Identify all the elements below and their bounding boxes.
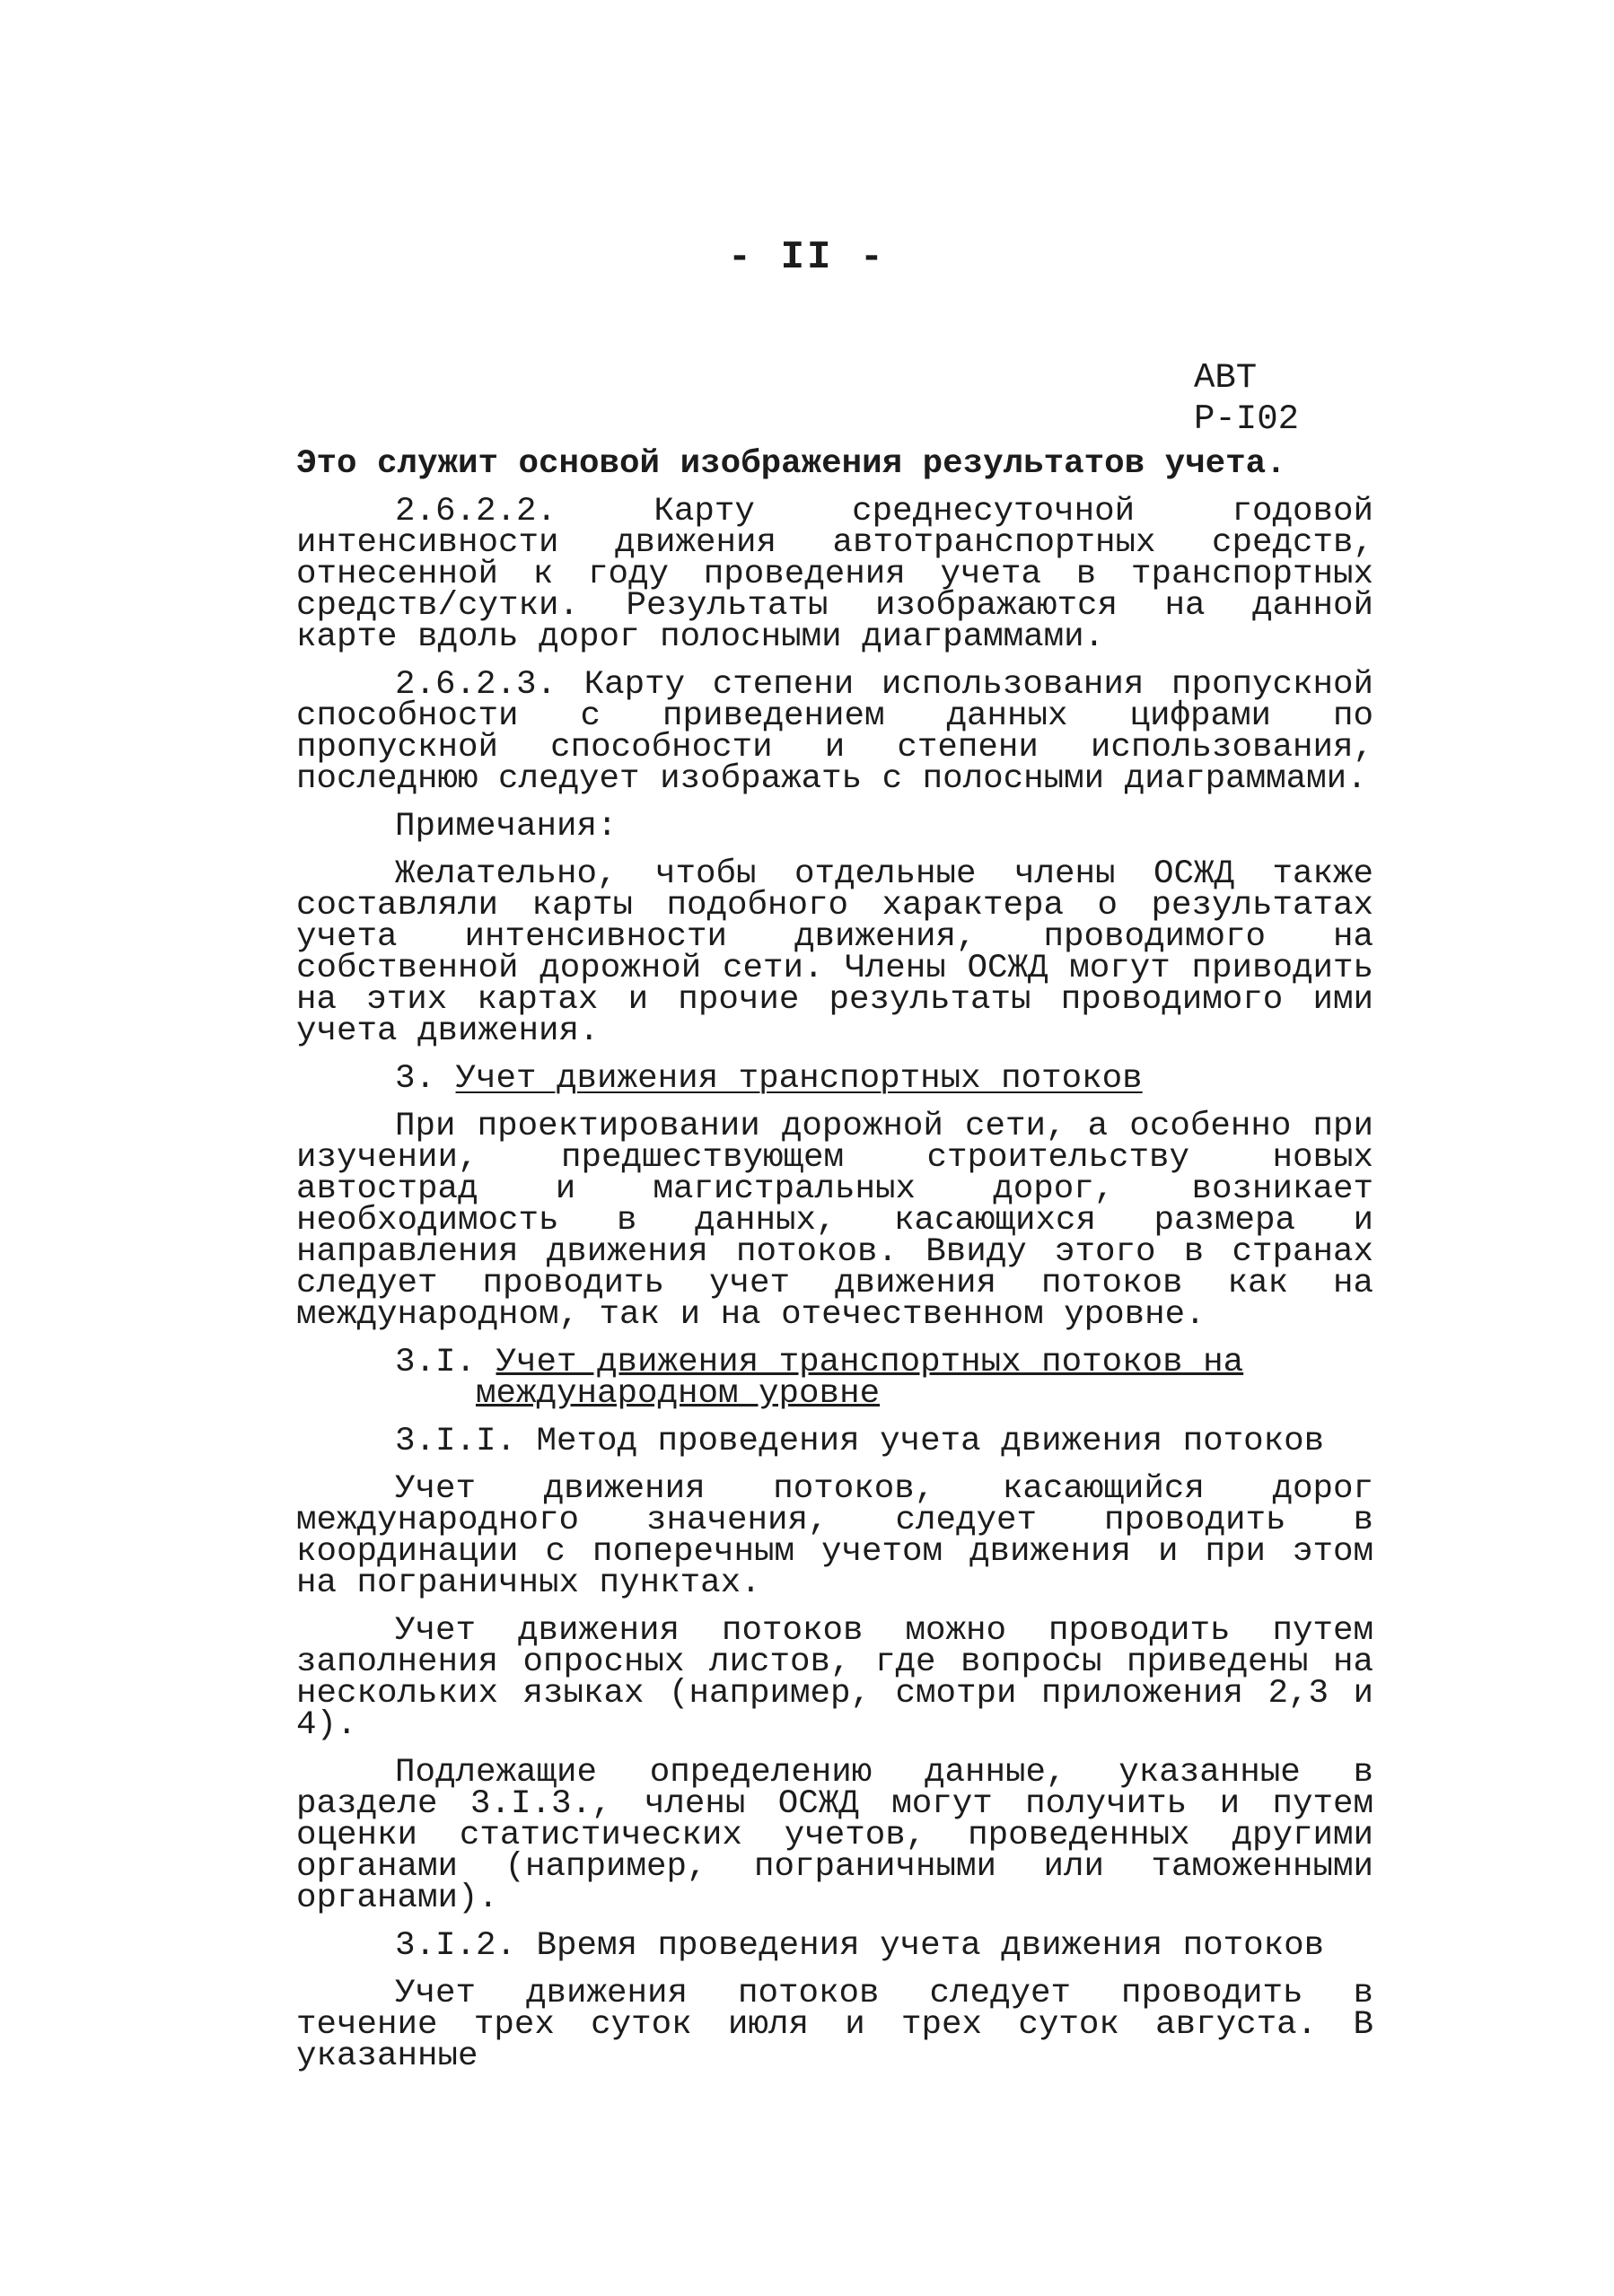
section-3-1-2-heading: 3.I.2. Время проведения учета движения потоков [395, 1927, 1325, 1965]
section-3-1-1-paragraph-3: Подлежащие определению данные, указанные в разделе 3.I.3., члены ОСЖД могут получить и путем оценки статистических учетов, проведенных другими органами (например, пограничными или таможенными органами). [296, 1754, 1373, 1917]
document-code [1194, 357, 1299, 440]
notes-heading: Примечания: [395, 808, 618, 846]
document-code-line-1: АВТ [1194, 358, 1258, 398]
section-3-1-1-paragraph-1: Учет движения потоков, касающийся дорог международного значения, следует проводить в координации с поперечным учетом движения и при этом на пограничных пунктах. [296, 1470, 1373, 1602]
section-3-1-2-paragraph: Учет движения потоков следует проводить в течение трех суток июля и трех суток августа. В указанные [296, 1975, 1373, 2075]
page-number: - II - [727, 235, 887, 280]
section-3-1-heading [296, 1344, 1373, 1413]
paragraph-2-6-2-2: 2.6.2.2. Карту среднесуточной годовой интенсивности движения автотранспортных средств, отнесенной к году проведения учета в транспортных средств/сутки. Результаты изображаются на данной карте вдоль дорог полосными диаграммами. [296, 493, 1373, 656]
section-3-1-1-paragraph-2: Учет движения потоков можно проводить путем заполнения опросных листов, где вопросы приведены на нескольких языках (например, смотри приложения 2,3 и 4). [296, 1612, 1373, 1744]
section-3-1-1-heading: 3.I.I. Метод проведения учета движения потоков [395, 1423, 1325, 1460]
section-3-1-title: Учет движения транспортных потоков на международном уровне [476, 1344, 1244, 1413]
paragraph-2-6-2-3: 2.6.2.3. Карту степени использования пропускной способности с приведением данных цифрами по пропускной способности и степени использования, последнюю следует изображать с полосными диаграммами. [296, 666, 1373, 798]
document-body [296, 445, 1373, 2089]
section-3-heading [296, 1060, 1373, 1098]
section-3-title: Учет движения транспортных потоков [455, 1060, 1143, 1098]
section-3-1-number: 3.I. [395, 1344, 477, 1381]
paragraph-continuation: Это служит основой изображения результатов учета. [296, 445, 1286, 483]
document-code-line-2: Р-I02 [1194, 399, 1300, 439]
section-3-number: 3. [395, 1060, 436, 1098]
notes-paragraph: Желательно, чтобы отдельные члены ОСЖД также составляли карты подобного характера о результатах учета интенсивности движения, проводимого на собственной дорожной сети. Члены ОСЖД могут приводить на этих картах и прочие результаты проводимого ими учета движения. [296, 855, 1373, 1050]
section-3-paragraph: При проектировании дорожной сети, а особенно при изучении, предшествующем строительству новых автострад и магистральных дорог, возникает необходимость в данных, касающихся размера и направления движения потоков. Ввиду этого в странах следует проводить учет движения потоков как на международном, так и на отечественном уровне. [296, 1108, 1373, 1334]
